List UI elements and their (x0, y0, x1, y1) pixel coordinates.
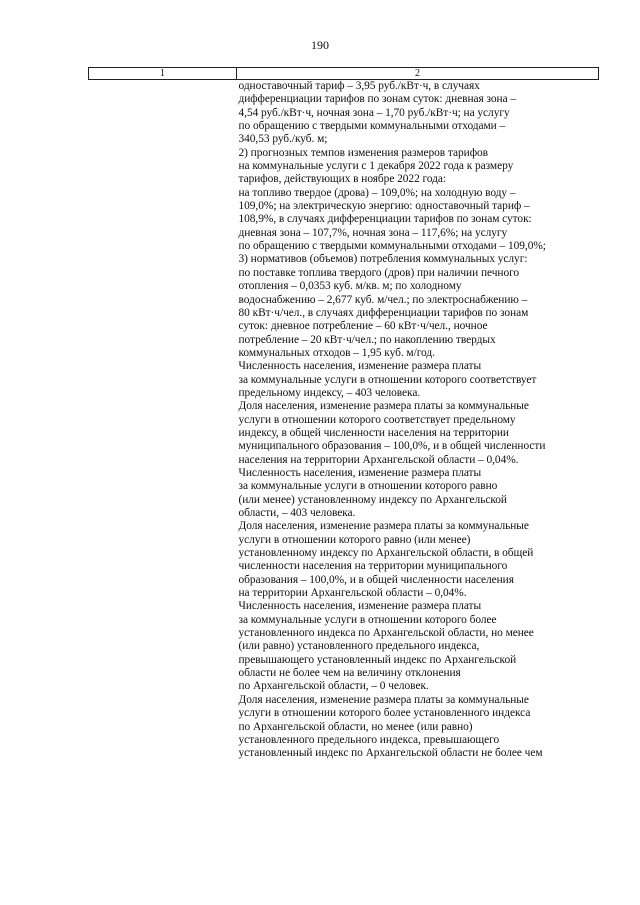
text-line: 3) нормативов (объемов) потребления коммунальных услуг: (238, 253, 528, 266)
text-line: на топливо твердое (дрова) – 109,0%; на холодную воду – (238, 186, 516, 199)
text-line: за коммунальные услуги в отношении которого более (238, 613, 497, 626)
text-line: индексу, в общей численности населения на территории (238, 426, 509, 439)
text-line: услуги в отношении которого более установленного индекса (238, 707, 531, 720)
text-line: численности населения на территории муниципального (238, 560, 508, 573)
text-line: потребление – 20 кВт·ч/чел.; по накоплению твердых (238, 333, 496, 346)
document-table (88, 67, 599, 761)
text-line: предельному индексу, – 403 человека. (238, 386, 421, 399)
text-line: одноставочный тариф – 3,95 руб./кВт·ч, в случаях (238, 80, 480, 92)
text-line: 340,53 руб./куб. м; (238, 133, 328, 146)
text-line: 80 кВт·ч/чел., в случаях дифференциации тарифов по зонам (238, 306, 529, 319)
text-line: по Архангельской области, но менее (или равно) (238, 720, 473, 733)
text-line: по обращению с твердыми коммунальными отходами – 109,0%; (238, 240, 546, 253)
text-line: превышающего установленный индекс по Архангельской (238, 653, 517, 666)
text-line: на коммунальные услуги с 1 декабря 2022 года к размеру (238, 160, 514, 173)
text-line: 2) прогнозных темпов изменения размеров тарифов (238, 146, 489, 159)
text-line: Доля населения, изменение размера платы за коммунальные (238, 693, 529, 706)
text-line: 109,0%; на электрическую энергию: одноставочный тариф – (238, 200, 530, 213)
text-line: населения на территории Архангельской области – 0,04%. (238, 453, 519, 466)
text-line: услуги в отношении которого соответствует предельному (238, 413, 516, 426)
text-line: услуги в отношении которого равно (или менее) (238, 533, 471, 546)
text-line: установленный индекс по Архангельской области не более чем (238, 747, 543, 760)
text-line: установленного предельного индекса, превышающего (238, 733, 500, 746)
text-line: по Архангельской области, – 0 человек. (238, 680, 429, 693)
text-line: области не более чем на величину отклонения (238, 667, 461, 680)
text-line: (или равно) установленного предельного индекса, (238, 640, 480, 653)
page-number: 190 (311, 38, 329, 52)
text-line: установленного индекса по Архангельской области, но менее (238, 627, 534, 640)
text-line: 108,9%, в случаях дифференциации тарифов по зонам суток: (238, 213, 532, 226)
left-cell (89, 80, 237, 761)
right-cell (237, 80, 599, 761)
text-line: Численность населения, изменение размера платы (238, 360, 482, 373)
text-line: (или менее) установленному индексу по Архангельской (238, 493, 507, 506)
text-line: на территории Архангельской области – 0,04%. (238, 587, 467, 600)
text-line: коммунальных отходов – 1,95 куб. м/год. (238, 346, 435, 359)
text-line: за коммунальные услуги в отношении которого равно (238, 480, 498, 493)
column-header-2: 2 (237, 68, 599, 80)
text-line: образования – 100,0%, и в общей численности населения (238, 573, 514, 586)
text-line: отопления – 0,0353 куб. м/кв. м; по холодному (238, 280, 462, 293)
column-header-1: 1 (89, 68, 237, 80)
text-line: установленному индексу по Архангельской области, в общей (238, 547, 534, 560)
text-line: Численность населения, изменение размера платы (238, 600, 482, 613)
text-line: по поставке топлива твердого (дров) при наличии печного (238, 266, 520, 279)
text-line: Доля населения, изменение размера платы за коммунальные (238, 400, 529, 413)
text-line: муниципального образования – 100,0%, и в общей численности (238, 440, 546, 453)
text-line: за коммунальные услуги в отношении которого соответствует (238, 373, 537, 386)
text-line: по обращению с твердыми коммунальными отходами – (238, 120, 506, 133)
text-line: дифференциации тарифов по зонам суток: дневная зона – (238, 93, 517, 106)
text-line: суток: дневное потребление – 60 кВт·ч/чел., ночное (238, 320, 488, 333)
text-line: водоснабжению – 2,677 куб. м/чел.; по электроснабжению – (238, 293, 528, 306)
text-line: Доля населения, изменение размера платы за коммунальные (238, 520, 529, 533)
right-cell-text (239, 80, 599, 761)
table-row (89, 80, 599, 761)
text-line: Численность населения, изменение размера платы (238, 466, 482, 479)
text-line: 4,54 руб./кВт·ч, ночная зона – 1,70 руб./кВт·ч; на услугу (238, 106, 510, 119)
table-header-row (89, 68, 599, 80)
text-line: области, – 403 человека. (238, 507, 356, 519)
text-line: дневная зона – 107,7%, ночная зона – 117,6%; на услугу (238, 226, 508, 239)
text-line: тарифов, действующих в ноябре 2022 года: (238, 173, 447, 186)
